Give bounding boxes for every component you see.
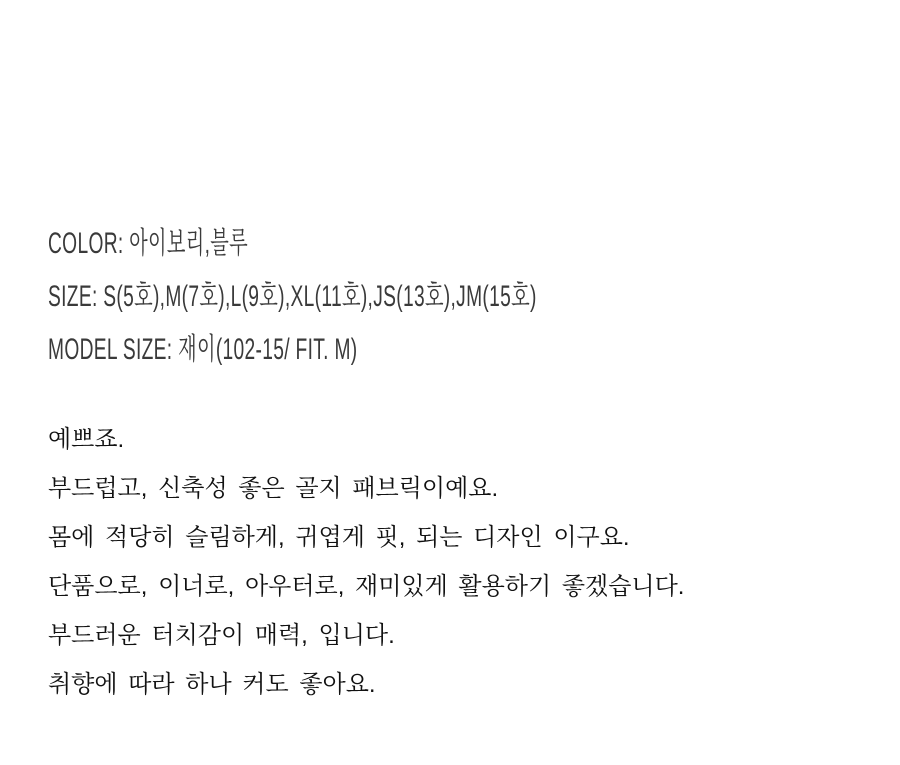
description-line: 부드러운 터치감이 매력, 입니다. [48,622,395,649]
description-line: 취향에 따라 하나 커도 좋아요. [48,671,376,698]
spec-color-line: COLOR: 아이보리,블루 [48,227,249,260]
product-specs [48,217,812,376]
product-description [48,415,684,709]
description-line: 단품으로, 이너로, 아우터로, 재미있게 활용하기 좋겠습니다. [48,573,685,600]
description-line: 부드럽고, 신축성 좋은 골지 패브릭이예요. [48,475,499,502]
description-line: 예쁘죠. [48,426,125,453]
description-line: 몸에 적당히 슬림하게, 귀엽게 핏, 되는 디자인 이구요. [48,524,630,551]
spec-model-size-line: MODEL SIZE: 재이(102-15/ FIT. M) [48,333,358,366]
spec-size-line: SIZE: S(5호),M(7호),L(9호),XL(11호),JS(13호),JM(15호) [48,280,537,313]
